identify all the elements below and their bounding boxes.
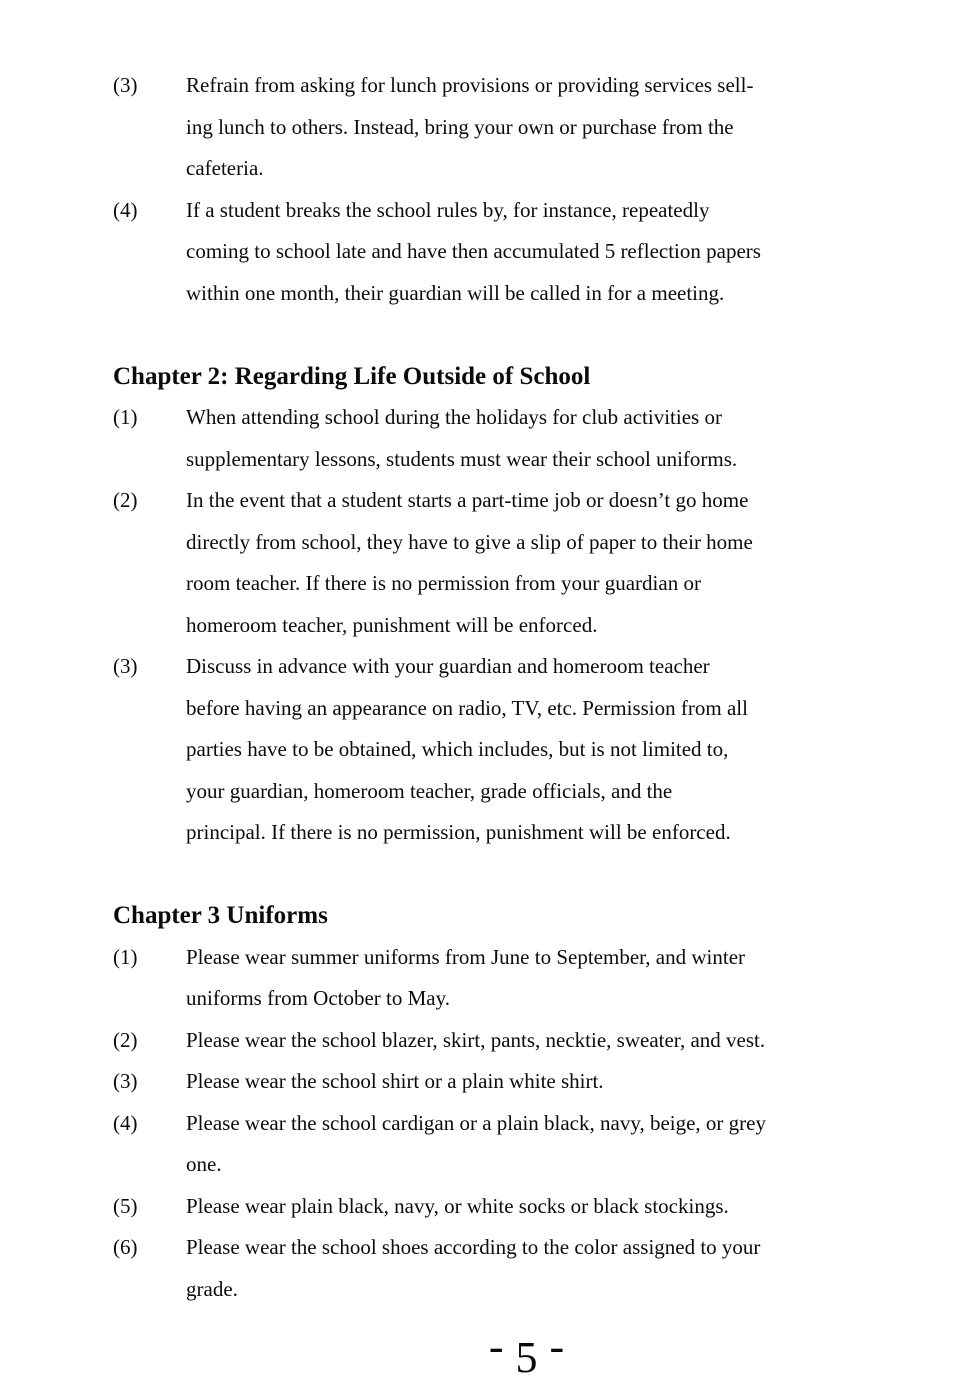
list-item-line: supplementary lessons, students must wear their school uniforms. [186, 446, 738, 471]
list-item [113, 190, 940, 315]
list-item-line: within one month, their guardian will be called in for a meeting. [186, 280, 725, 305]
list-item-line: Please wear the school shirt or a plain white shirt. [186, 1069, 604, 1093]
list-item-line: your guardian, homeroom teacher, grade officials, and the [186, 778, 673, 803]
list-item [113, 397, 940, 480]
list-item-number: (4) [113, 197, 138, 222]
list-item-text [186, 65, 753, 190]
list-item [113, 1227, 940, 1310]
list-item-text [186, 1186, 729, 1228]
list-item-line: grade. [186, 1276, 238, 1301]
list-item-text [186, 397, 737, 480]
section-chapter1-continuation [113, 65, 940, 314]
list-item-text [186, 1020, 765, 1062]
list-item-line: Please wear the school cardigan or a plain black, navy, beige, or grey [186, 1110, 766, 1135]
chapter-heading: Chapter 2: Regarding Life Outside of School [113, 362, 591, 390]
list-item-line: Please wear the school blazer, skirt, pants, necktie, sweater, and vest. [186, 1027, 766, 1052]
list-item-line: directly from school, they have to give a slip of paper to their home [186, 529, 753, 554]
list-item-number: (5) [113, 1193, 138, 1218]
list-item-line: principal. If there is no permission, punishment will be enforced. [186, 820, 731, 844]
list-item-number: (3) [113, 654, 138, 678]
list-item-line: Refrain from asking for lunch provisions or providing services sell- [186, 73, 754, 97]
list-item-text [186, 1227, 760, 1310]
list-item-line: ing lunch to others. Instead, bring your own or purchase from the [186, 114, 734, 139]
page-number [113, 1321, 940, 1383]
list-item-line: one. [186, 1152, 222, 1176]
list-item [113, 1061, 940, 1103]
list-item [113, 646, 940, 854]
list-item-line: parties have to be obtained, which includes, but is not limited to, [186, 737, 729, 761]
list-item-line: cafeteria. [186, 156, 264, 180]
list-item-number: (3) [113, 73, 138, 97]
section-chapter3 [113, 895, 940, 1310]
list-item-number: (4) [113, 1110, 138, 1135]
list-item-line: room teacher. If there is no permission from your guardian or [186, 571, 701, 595]
list-item-line: uniforms from October to May. [186, 986, 450, 1010]
list-item-line: before having an appearance on radio, TV, etc. Permission from all [186, 695, 748, 720]
list-item [113, 1186, 940, 1228]
list-item-line: Discuss in advance with your guardian and homeroom teacher [186, 654, 710, 678]
list-item [113, 937, 940, 1020]
list-item-text [186, 190, 761, 315]
list-item-text [186, 1061, 604, 1103]
list-item-number: (1) [113, 405, 138, 429]
list-item-line: homeroom teacher, punishment will be enforced. [186, 612, 598, 637]
list-item-number: (2) [113, 1027, 138, 1052]
list-item-line: In the event that a student starts a part-time job or doesn’t go home [186, 488, 749, 512]
chapter-heading: Chapter 3 Uniforms [113, 902, 328, 929]
list-item-line: Please wear plain black, navy, or white socks or black stockings. [186, 1193, 729, 1218]
list-item-line: Please wear the school shoes according to the color assigned to your [186, 1235, 761, 1259]
page-number-dash-right: - [549, 1321, 565, 1371]
page-number-dash-left: - [488, 1321, 504, 1371]
list-item-text [186, 1103, 766, 1186]
list-item [113, 65, 940, 190]
list-item-line: Please wear summer uniforms from June to September, and winter [186, 944, 746, 969]
list-item-text [186, 646, 748, 854]
page-number-value: 5 [515, 1333, 538, 1382]
list-item [113, 1103, 940, 1186]
list-item-number: (1) [113, 944, 138, 969]
list-item-number: (6) [113, 1235, 138, 1259]
list-item [113, 480, 940, 646]
list-item-line: If a student breaks the school rules by, for instance, repeatedly [186, 197, 710, 222]
list-item-line: coming to school late and have then accumulated 5 reflection papers [186, 239, 761, 263]
list-item-number: (3) [113, 1069, 138, 1093]
list-item [113, 1020, 940, 1062]
list-item-line: When attending school during the holidays for club activities or [186, 405, 722, 429]
section-chapter2 [113, 356, 940, 854]
list-item-text [186, 937, 745, 1020]
list-item-number: (2) [113, 488, 138, 512]
list-item-text [186, 480, 753, 646]
